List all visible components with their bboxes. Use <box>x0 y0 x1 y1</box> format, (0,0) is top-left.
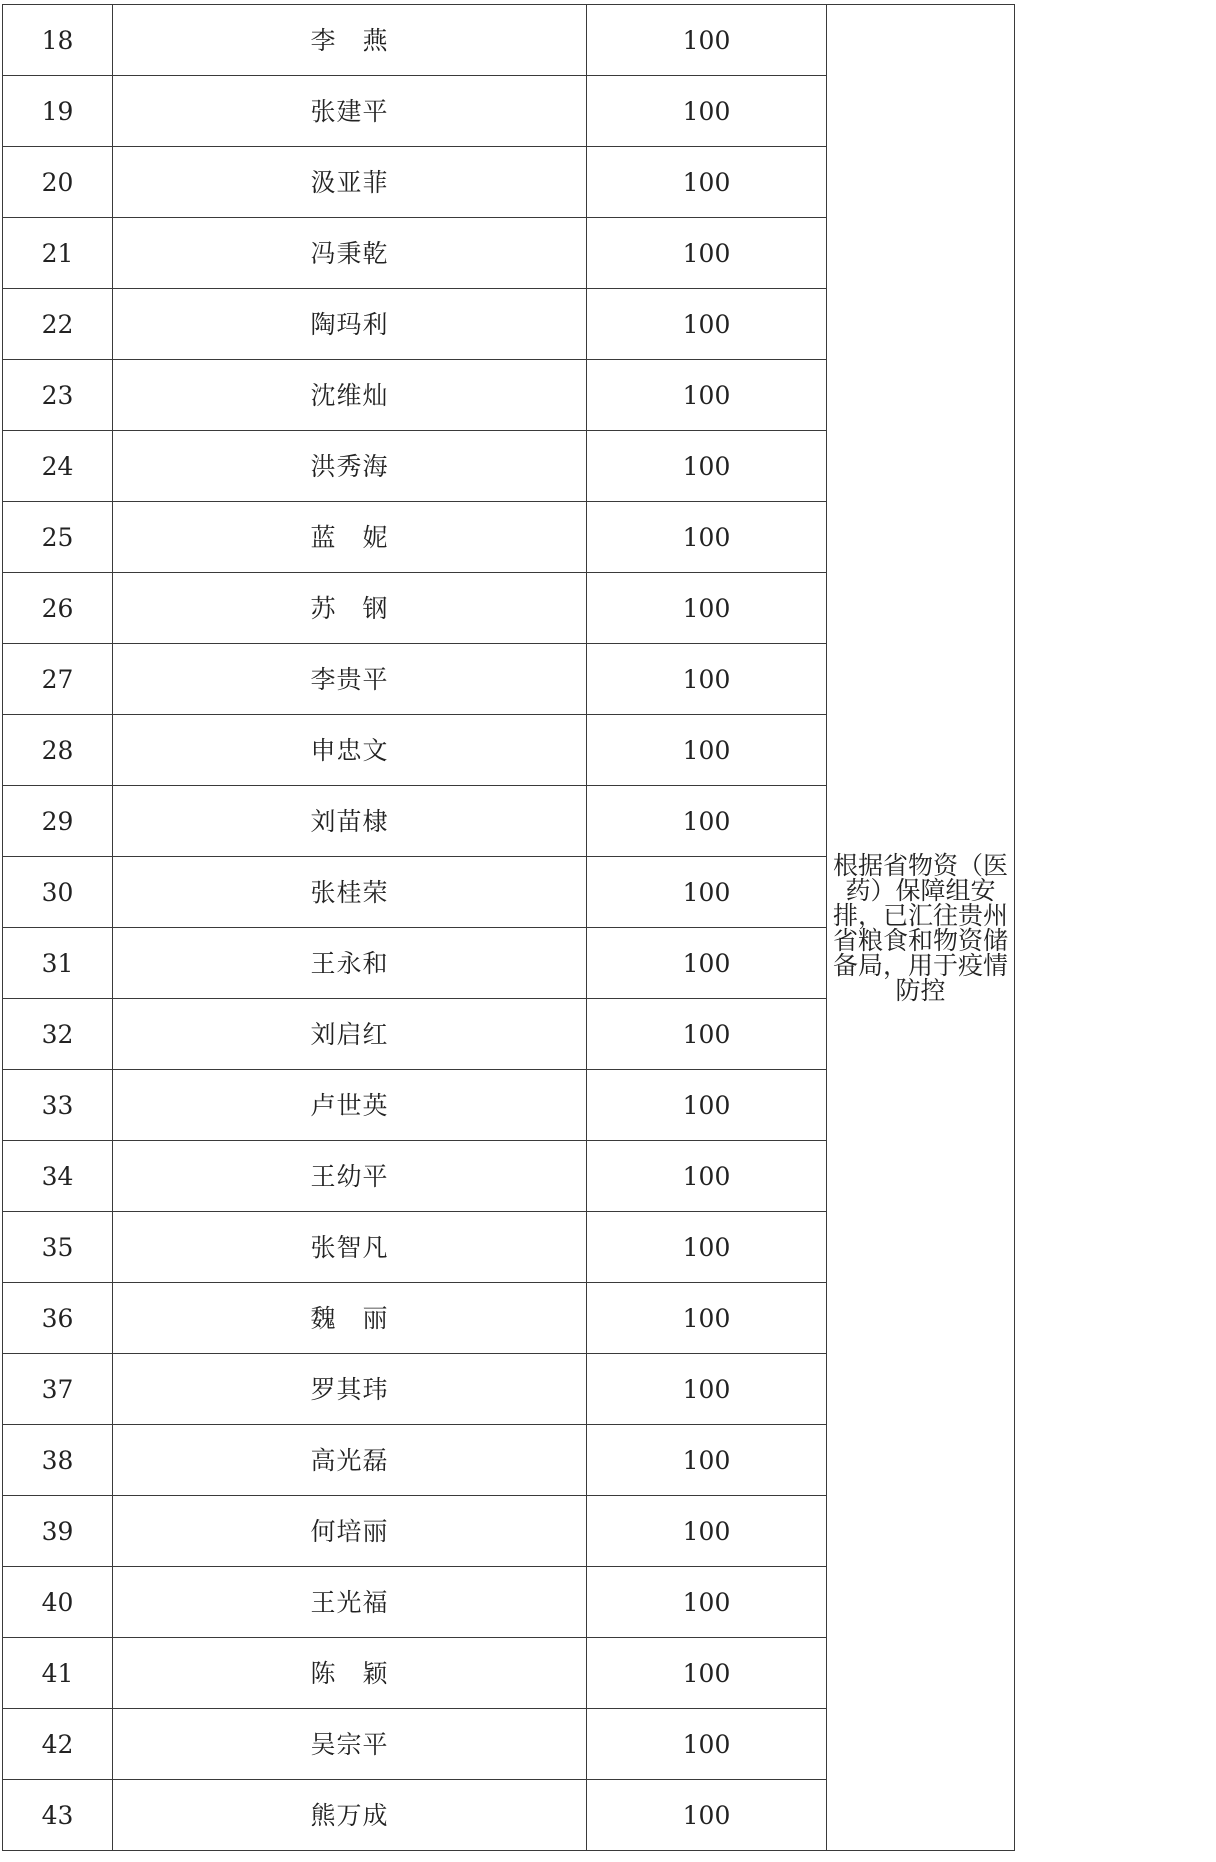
donation-amount: 100 <box>587 1638 827 1709</box>
donation-amount: 100 <box>587 1212 827 1283</box>
row-number: 34 <box>3 1141 113 1212</box>
row-number: 43 <box>3 1780 113 1851</box>
donor-name: 李 燕 <box>113 5 587 76</box>
row-number: 31 <box>3 928 113 999</box>
row-number: 22 <box>3 289 113 360</box>
donation-amount: 100 <box>587 431 827 502</box>
donor-name: 苏 钢 <box>113 573 587 644</box>
row-number: 29 <box>3 786 113 857</box>
donation-amount: 100 <box>587 999 827 1070</box>
donation-amount: 100 <box>587 147 827 218</box>
donation-amount: 100 <box>587 1141 827 1212</box>
row-number: 27 <box>3 644 113 715</box>
row-number: 28 <box>3 715 113 786</box>
row-number: 38 <box>3 1425 113 1496</box>
donor-name: 王幼平 <box>113 1141 587 1212</box>
donor-name: 王光福 <box>113 1567 587 1638</box>
donor-name: 熊万成 <box>113 1780 587 1851</box>
donor-name: 高光磊 <box>113 1425 587 1496</box>
donation-amount: 100 <box>587 1425 827 1496</box>
donor-name: 陶玛利 <box>113 289 587 360</box>
donation-amount: 100 <box>587 289 827 360</box>
donation-amount: 100 <box>587 1496 827 1567</box>
donation-amount: 100 <box>587 5 827 76</box>
donation-amount: 100 <box>587 360 827 431</box>
donor-name: 洪秀海 <box>113 431 587 502</box>
row-number: 18 <box>3 5 113 76</box>
donation-amount: 100 <box>587 928 827 999</box>
donor-name: 刘启红 <box>113 999 587 1070</box>
donor-name: 何培丽 <box>113 1496 587 1567</box>
donor-name: 卢世英 <box>113 1070 587 1141</box>
row-number: 32 <box>3 999 113 1070</box>
donation-amount: 100 <box>587 76 827 147</box>
donor-name: 罗其玮 <box>113 1354 587 1425</box>
donation-amount: 100 <box>587 1780 827 1851</box>
donation-amount: 100 <box>587 1354 827 1425</box>
donation-amount: 100 <box>587 1709 827 1780</box>
row-number: 40 <box>3 1567 113 1638</box>
row-number: 26 <box>3 573 113 644</box>
donation-amount: 100 <box>587 786 827 857</box>
donor-name: 蓝 妮 <box>113 502 587 573</box>
donation-amount: 100 <box>587 857 827 928</box>
donor-name: 陈 颖 <box>113 1638 587 1709</box>
donor-name: 沈维灿 <box>113 360 587 431</box>
donor-name: 汲亚菲 <box>113 147 587 218</box>
donor-name: 魏 丽 <box>113 1283 587 1354</box>
row-number: 24 <box>3 431 113 502</box>
donor-name: 申忠文 <box>113 715 587 786</box>
donation-amount: 100 <box>587 715 827 786</box>
row-number: 25 <box>3 502 113 573</box>
donation-table <box>2 4 1015 1851</box>
row-number: 42 <box>3 1709 113 1780</box>
row-number: 35 <box>3 1212 113 1283</box>
donor-name: 冯秉乾 <box>113 218 587 289</box>
row-number: 37 <box>3 1354 113 1425</box>
row-number: 23 <box>3 360 113 431</box>
row-number: 41 <box>3 1638 113 1709</box>
usage-note: 根据省物资（医药）保障组安排，已汇往贵州省粮食和物资储备局，用于疫情防控 <box>827 5 1015 1851</box>
row-number: 36 <box>3 1283 113 1354</box>
donor-name: 刘苗棣 <box>113 786 587 857</box>
donor-name: 吴宗平 <box>113 1709 587 1780</box>
donor-name: 李贵平 <box>113 644 587 715</box>
donation-amount: 100 <box>587 573 827 644</box>
row-number: 21 <box>3 218 113 289</box>
row-number: 33 <box>3 1070 113 1141</box>
row-number: 19 <box>3 76 113 147</box>
donor-name: 张智凡 <box>113 1212 587 1283</box>
donation-amount: 100 <box>587 502 827 573</box>
table-body <box>3 5 1015 1851</box>
table-row <box>3 5 1015 76</box>
donation-amount: 100 <box>587 1283 827 1354</box>
donor-name: 王永和 <box>113 928 587 999</box>
row-number: 39 <box>3 1496 113 1567</box>
row-number: 30 <box>3 857 113 928</box>
donation-amount: 100 <box>587 1567 827 1638</box>
donation-amount: 100 <box>587 1070 827 1141</box>
donation-amount: 100 <box>587 644 827 715</box>
donor-name: 张桂荣 <box>113 857 587 928</box>
donation-amount: 100 <box>587 218 827 289</box>
row-number: 20 <box>3 147 113 218</box>
donor-name: 张建平 <box>113 76 587 147</box>
